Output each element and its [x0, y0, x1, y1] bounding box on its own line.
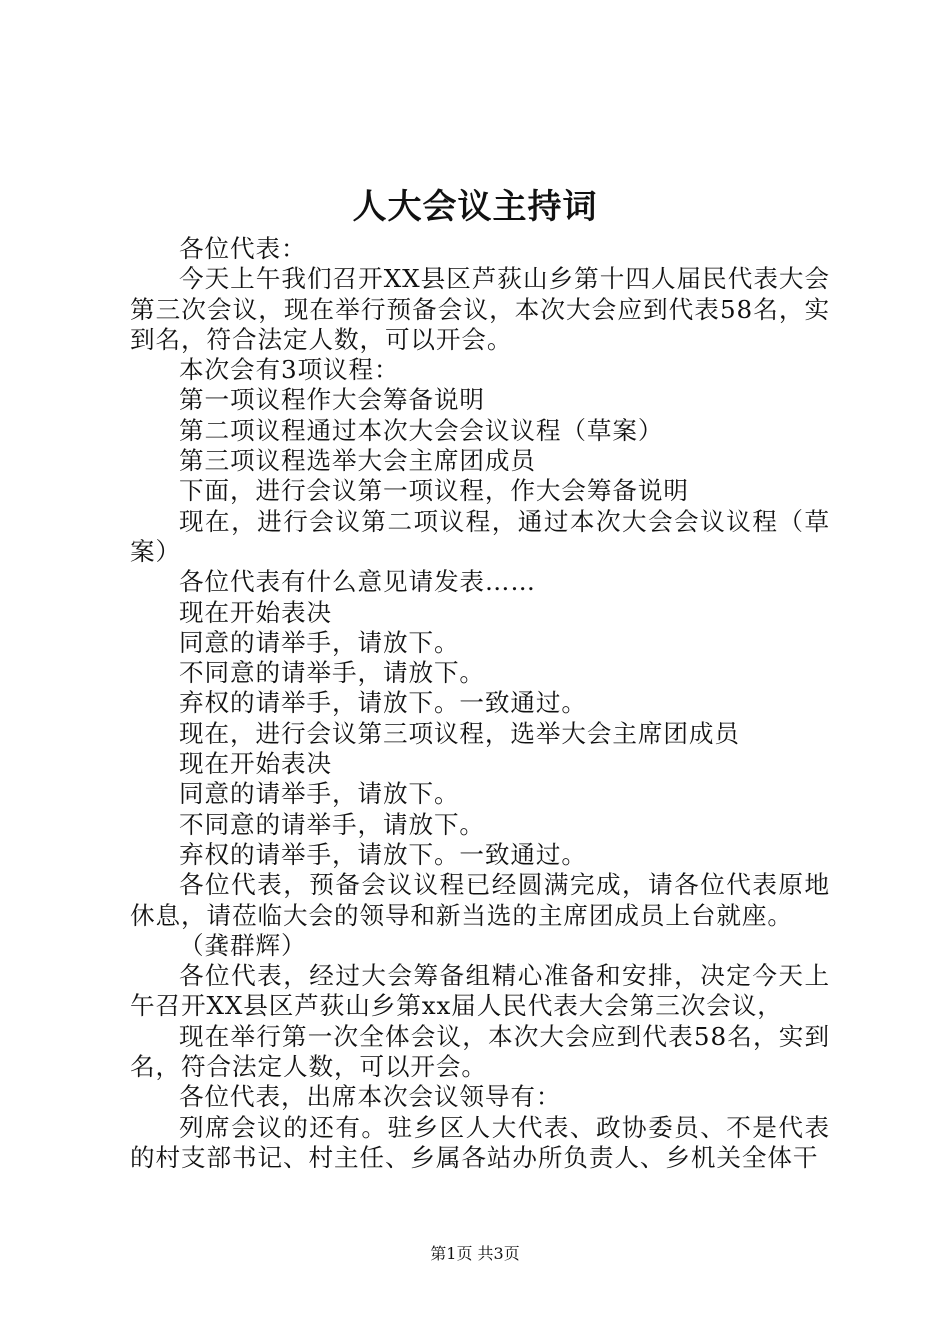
- paragraph: 不同意的请举手，请放下。: [179, 809, 485, 839]
- paragraph: 今天上午我们召开XX县区芦荻山乡第十四人届民代表大会第三次会议，现在举行预备会议，本次大会应到代表58名，实到名，符合法定人数，可以开会。: [130, 264, 830, 354]
- paragraph: 各位代表，出席本次会议领导有：: [179, 1082, 562, 1112]
- page-footer: 第1页 共3页: [430, 1244, 520, 1263]
- paragraph: 弃权的请举手，请放下。一致通过。: [179, 839, 587, 869]
- paragraph: 弃权的请举手，请放下。一致通过。: [179, 688, 587, 718]
- paragraph: 本次会有3项议程：: [179, 355, 400, 385]
- paragraph: 第二项议程通过本次大会会议议程（草案）: [179, 415, 664, 445]
- paragraph: 同意的请举手，请放下。: [179, 779, 460, 809]
- paragraph: 现在开始表决: [179, 749, 332, 779]
- paragraph: 不同意的请举手，请放下。: [179, 658, 485, 688]
- paragraph: 第一项议程作大会筹备说明: [179, 385, 485, 415]
- paragraph: 现在开始表决: [179, 597, 332, 627]
- paragraph: 现在举行第一次全体会议，本次大会应到代表58名，实到名，符合法定人数，可以开会。: [130, 1021, 830, 1082]
- paragraph: 各位代表，经过大会筹备组精心准备和安排，决定今天上午召开XX县区芦荻山乡第xx届人民代表大会第三次会议，: [130, 961, 830, 1021]
- paragraph: 列席会议的还有。驻乡区人大代表、政协委员、不是代表的村支部书记、村主任、乡属各站办所负责人、乡机关全体干: [130, 1112, 830, 1172]
- paragraph: 现在，进行会议第二项议程，通过本次大会会议议程（草案）: [130, 506, 830, 566]
- paragraph: 第三项议程选举大会主席团成员: [179, 446, 536, 476]
- paragraph: （龚群辉）: [179, 930, 307, 960]
- document-title: 人大会议主持词: [352, 187, 598, 227]
- paragraph: 现在，进行会议第三项议程，选举大会主席团成员: [179, 718, 740, 748]
- paragraph: 同意的请举手，请放下。: [179, 627, 460, 657]
- paragraph: 各位代表有什么意见请发表……: [179, 567, 536, 597]
- paragraph: 各位代表：: [179, 234, 307, 263]
- paragraph: 下面，进行会议第一项议程，作大会筹备说明: [179, 476, 689, 506]
- paragraph: 各位代表，预备会议议程已经圆满完成，请各位代表原地休息，请莅临大会的领导和新当选的主席团成员上台就座。: [130, 870, 830, 930]
- document-body: [130, 234, 830, 1173]
